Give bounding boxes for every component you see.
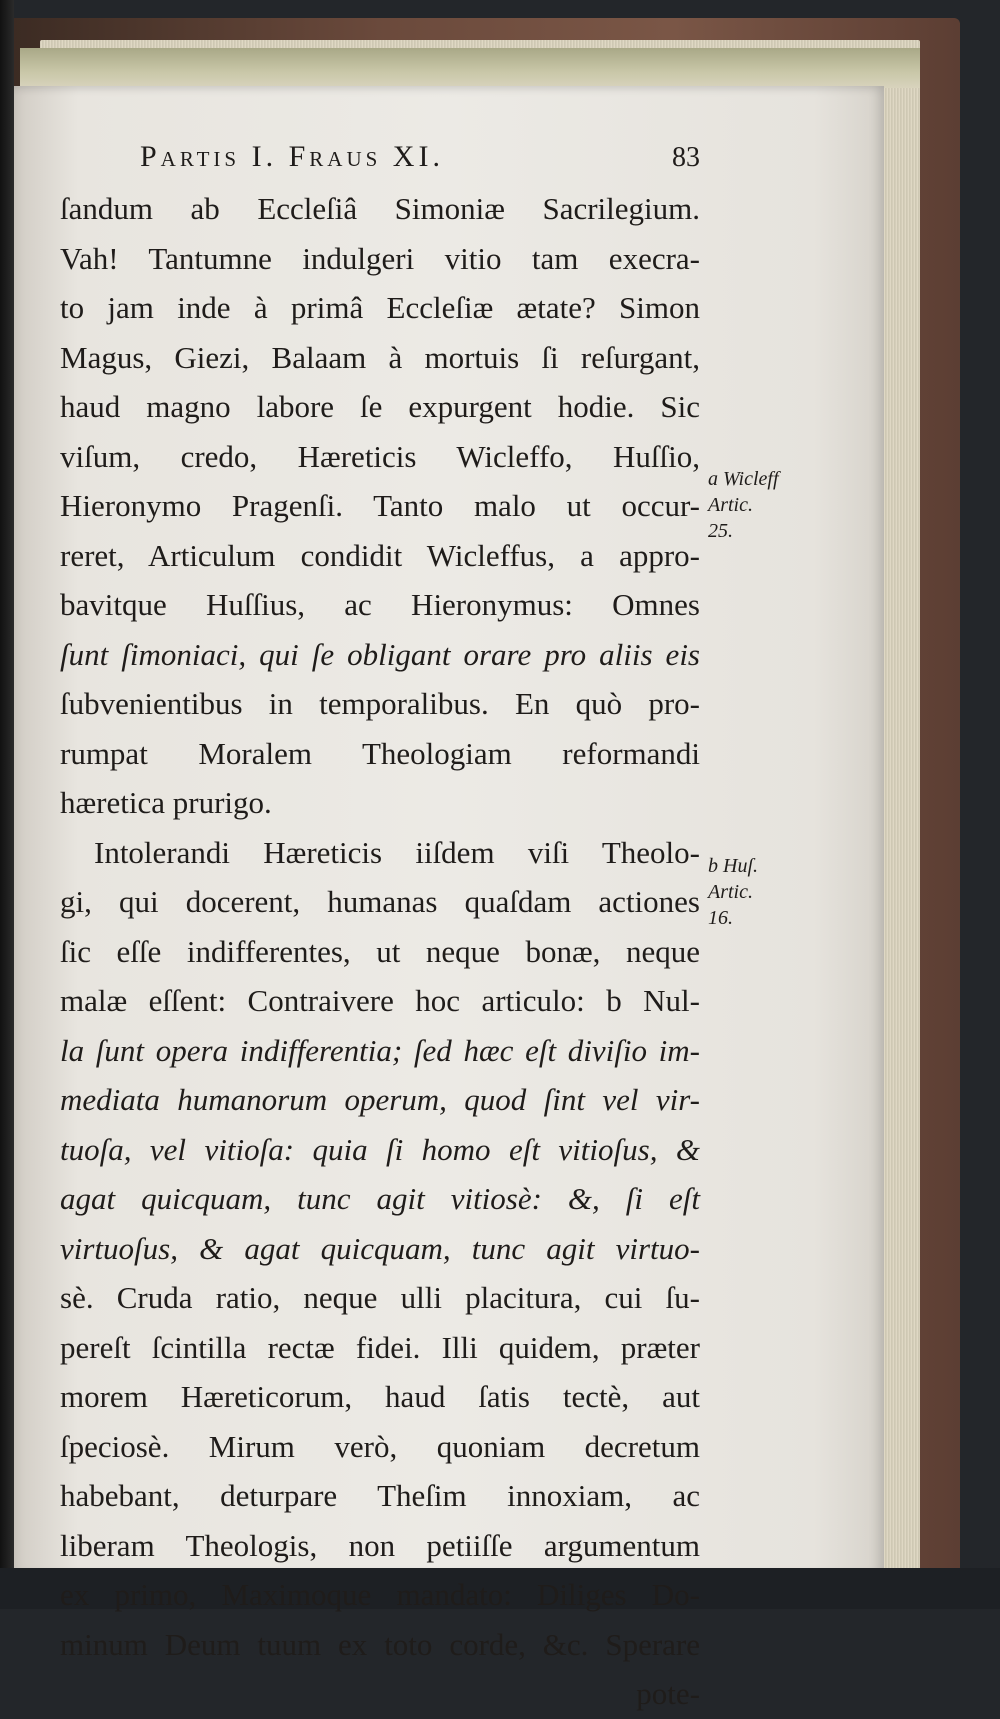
margin-note-line: b Huſ. (708, 855, 758, 877)
text-line: reret, Articulum condidit Wicleffus, a appro- (60, 537, 700, 573)
margin-note-line: Artic. (708, 494, 753, 516)
catchword: pote- (636, 1676, 700, 1711)
page-number: 83 (672, 142, 700, 173)
text-line: viſum, credo, Hæreticis Wicleffo, Huſſio, (60, 438, 700, 474)
text-line: to jam inde à primâ Eccleſiæ ætate? Simon (60, 290, 700, 325)
page-text-block (60, 140, 700, 1719)
text-line: ſic eſſe indifferentes, ut neque bonæ, neque (60, 933, 700, 969)
text-line: bavitque Huſſius, ac Hieronymus: Omnes (60, 587, 700, 622)
text-line: malæ eſſent: Contraivere hoc articulo: b Nul- (60, 983, 700, 1018)
text-line: pereſt ſcintilla rectæ fidei. Illi quidem, præter (60, 1329, 700, 1365)
text-line-italic: tuoſa, vel vitioſa: quia ſi homo eſt vitioſus, & (60, 1131, 700, 1167)
text-line: ſubvenientibus in temporalibus. En quò pro- (60, 686, 700, 721)
text-line: minum Deum tuum ex toto corde, &c. Sperare (60, 1626, 700, 1662)
text-line: sè. Cruda ratio, neque ulli placitura, cui ſu- (60, 1280, 700, 1315)
text-line: hæretica prurigo. (60, 785, 272, 820)
margin-note-line: Artic. (708, 881, 753, 903)
running-header (60, 140, 700, 184)
margin-note-line: 16. (708, 907, 733, 929)
margin-note-line: a Wicleff (708, 468, 779, 490)
text-line: Hieronymo Pragenſi. Tanto malo ut occur- (60, 488, 700, 523)
text-line: ſandum ab Eccleſiâ Simoniæ Sacrilegium. (60, 191, 700, 226)
running-title: Partis I. Fraus XI. (140, 140, 444, 173)
margin-note-a (708, 466, 798, 544)
margin-note-b (708, 853, 798, 931)
text-line-italic: ſunt ſimoniaci, qui ſe obligant orare pro aliis eis (60, 636, 700, 672)
text-line: Magus, Giezi, Balaam à mortuis ſi reſurgant, (60, 339, 700, 375)
text-line: ex primo, Maximoque mandato: Diliges Do- (60, 1577, 700, 1612)
text-line: Vah! Tantumne indulgeri vitio tam execra- (60, 240, 700, 276)
margin-note-line: 25. (708, 520, 733, 542)
left-shadow (0, 0, 14, 1609)
text-line: liberam Theologis, non petiiſſe argumentum (60, 1527, 700, 1563)
text-line: rumpat Moralem Theologiam reformandi (60, 735, 700, 771)
text-line: morem Hæreticorum, haud ſatis tectè, aut (60, 1379, 700, 1414)
text-line-italic: agat quicquam, tunc agit vitiosè: &, ſi eſt (60, 1181, 700, 1216)
text-line-italic: mediata humanorum operum, quod ſint vel vir- (60, 1082, 700, 1117)
text-line: gi, qui docerent, humanas quaſdam actiones (60, 884, 700, 919)
text-line-italic: virtuoſus, & agat quicquam, tunc agit virtuo- (60, 1230, 700, 1266)
text-line: habebant, deturpare Theſim innoxiam, ac (60, 1478, 700, 1513)
paragraph-start-line: Intolerandi Hæreticis iiſdem viſi Theolo- (94, 834, 700, 870)
text-line: ſpeciosè. Mirum verò, quoniam decretum (60, 1428, 700, 1464)
text-line: haud magno labore ſe expurgent hodie. Sic (60, 389, 700, 424)
text-line-italic: la ſunt opera indifferentia; ſed hæc eſt diviſio im- (60, 1032, 700, 1068)
page-edges-top (20, 48, 920, 88)
